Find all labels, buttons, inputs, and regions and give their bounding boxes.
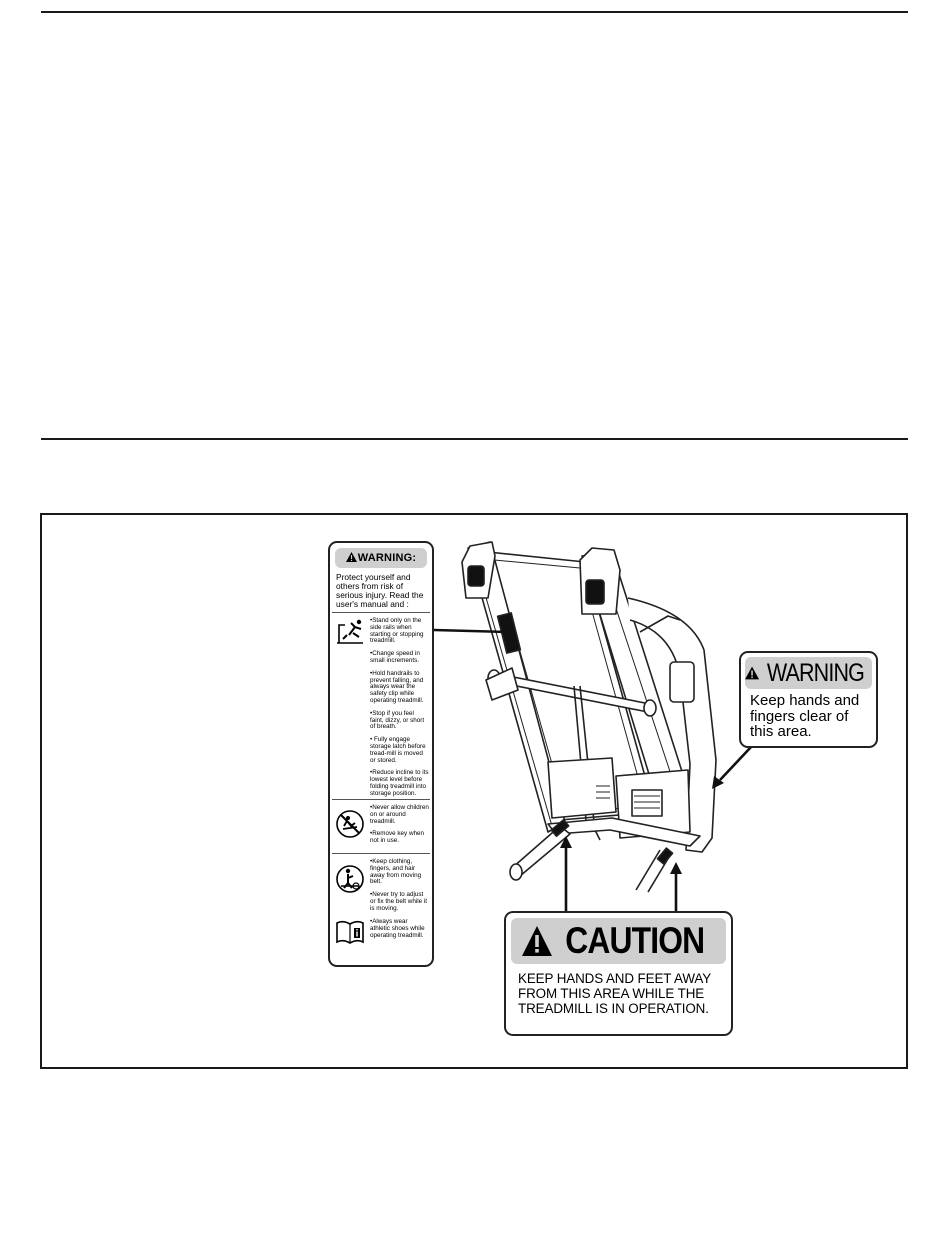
- caution-label-heading-text: CAUTION: [565, 920, 704, 961]
- caution-line: FROM THIS AREA WHILE THE: [518, 986, 705, 1001]
- decal-item: •Never allow children on or around treadmill.: [370, 804, 429, 825]
- caution-line: TREADMILL IS IN OPERATION.: [518, 1001, 709, 1016]
- decal-group-manual: [332, 914, 430, 954]
- decal-item: •Stop if you feel faint, dizzy, or short of breath.: [370, 709, 425, 731]
- decal-item: •Stand only on the side rails when starting or stopping treadmill.: [370, 617, 424, 645]
- caution-label-heading: [511, 918, 726, 964]
- caution-label-text: [506, 964, 731, 1016]
- decal-item: • Fully engage storage latch before tread-mill is moved or stored.: [370, 736, 426, 764]
- decal-group-children: [332, 800, 430, 854]
- decal-group-falling: [332, 613, 430, 800]
- warning-decal-intro: Protect yourself and others from risk of serious injury. Read the user's manual and :: [332, 568, 430, 613]
- decal-group-entanglement: [332, 854, 430, 914]
- warning-decal-heading: [335, 548, 427, 568]
- decal-item: •Hold handrails to prevent falling, and always wear the safety clip while operating treadmill.: [370, 669, 424, 704]
- decal-item: •Change speed in small increments.: [370, 650, 420, 664]
- decal-item: •Remove key when not in use.: [370, 830, 425, 845]
- warning-decal-heading-text: WARNING:: [357, 552, 417, 564]
- entanglement-icon: [335, 864, 365, 894]
- warning-label-heading: [745, 657, 872, 689]
- decal-item: •Reduce incline to its lowest level before folding treadmill into storage position.: [370, 769, 429, 797]
- caution-line: KEEP HANDS AND FEET AWAY: [518, 971, 712, 986]
- caution-label: [504, 911, 733, 1036]
- warning-decal-main: [328, 541, 434, 967]
- alert-triangle-icon: [745, 663, 759, 683]
- decal-item: •Keep clothing, fingers, and hair away from moving belt.: [370, 858, 422, 886]
- warning-label-hands: [739, 651, 878, 748]
- read-manual-icon: [335, 917, 365, 947]
- alert-triangle-icon: [522, 926, 552, 956]
- alert-triangle-icon: [346, 552, 357, 562]
- warning-label-text: Keep hands and fingers clear of this area.: [750, 692, 860, 740]
- no-children-icon: [335, 809, 365, 839]
- fall-hazard-icon: [335, 617, 365, 647]
- decal-item: •Always wear athletic shoes while operating treadmill.: [370, 918, 425, 939]
- warning-label-heading-text: WARNING: [766, 658, 865, 687]
- decal-item: •Never try to adjust or fix the belt while it is moving.: [370, 891, 428, 912]
